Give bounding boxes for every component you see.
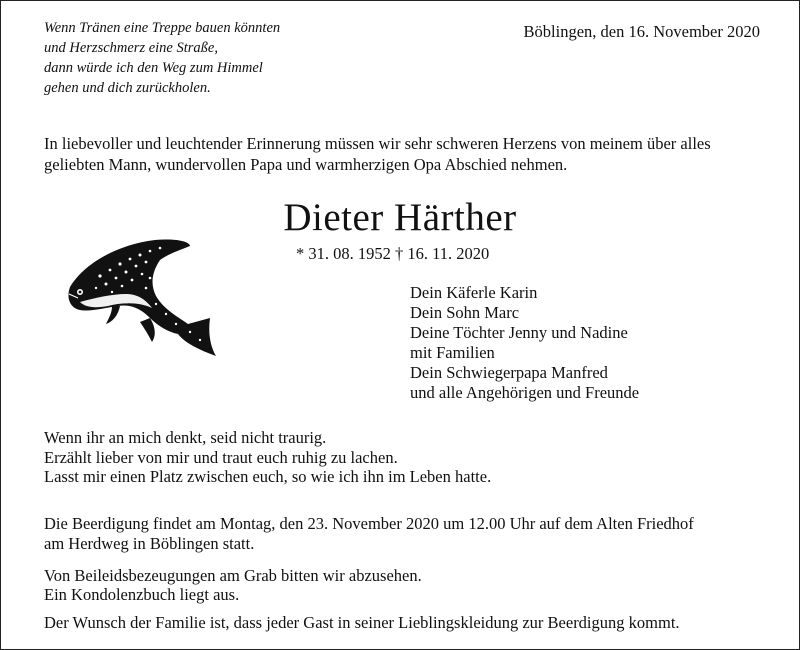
- family-line-2: Dein Sohn Marc: [410, 303, 520, 322]
- poem-line-1: Wenn Tränen eine Treppe bauen könnten: [44, 20, 281, 36]
- funeral-line-2: am Herdweg in Böblingen statt.: [44, 534, 255, 553]
- funeral-line-1: Die Beerdigung findet am Montag, den 23. November 2020 um 12.00 Uhr auf dem Alten Friedhof: [44, 514, 694, 533]
- family-wish: Der Wunsch der Familie ist, dass jeder Gast in seiner Lieblingskleidung zur Beerdigung kommt.: [44, 613, 680, 632]
- deceased-name: Dieter Härther: [283, 196, 517, 239]
- condolence-line-2: Ein Kondolenzbuch liegt aus.: [44, 585, 240, 604]
- poem-line-2: und Herzschmerz eine Straße,: [44, 40, 218, 56]
- fish-icon: [60, 232, 220, 362]
- place-date: Böblingen, den 16. November 2020: [523, 22, 760, 41]
- family-line-4: mit Familien: [410, 343, 495, 362]
- quote-line-3: Lasst mir einen Platz zwischen euch, so wie ich ihn im Leben hatte.: [44, 467, 492, 486]
- poem-line-3: dann würde ich den Weg zum Himmel: [44, 60, 263, 76]
- poem-line-4: gehen und dich zurückholen.: [44, 80, 211, 96]
- intro-line-1: In liebevoller und leuchtender Erinnerung müssen wir sehr schweren Herzens von meinem über alles: [44, 134, 711, 153]
- family-line-1: Dein Käferle Karin: [410, 283, 538, 302]
- family-line-6: und alle Angehörigen und Freunde: [410, 383, 640, 402]
- quote-line-2: Erzählt lieber von mir und traut euch ruhig zu lachen.: [44, 448, 398, 467]
- family-line-5: Dein Schwiegerpapa Manfred: [410, 363, 608, 382]
- quote-line-1: Wenn ihr an mich denkt, seid nicht traurig.: [44, 428, 327, 447]
- intro-line-2: geliebten Mann, wundervollen Papa und warmherzigen Opa Abschied nehmen.: [44, 155, 568, 174]
- family-line-3: Deine Töchter Jenny und Nadine: [410, 323, 628, 342]
- life-dates: * 31. 08. 1952 † 16. 11. 2020: [296, 244, 490, 263]
- condolence-line-1: Von Beileidsbezeugungen am Grab bitten wir abzusehen.: [44, 566, 422, 585]
